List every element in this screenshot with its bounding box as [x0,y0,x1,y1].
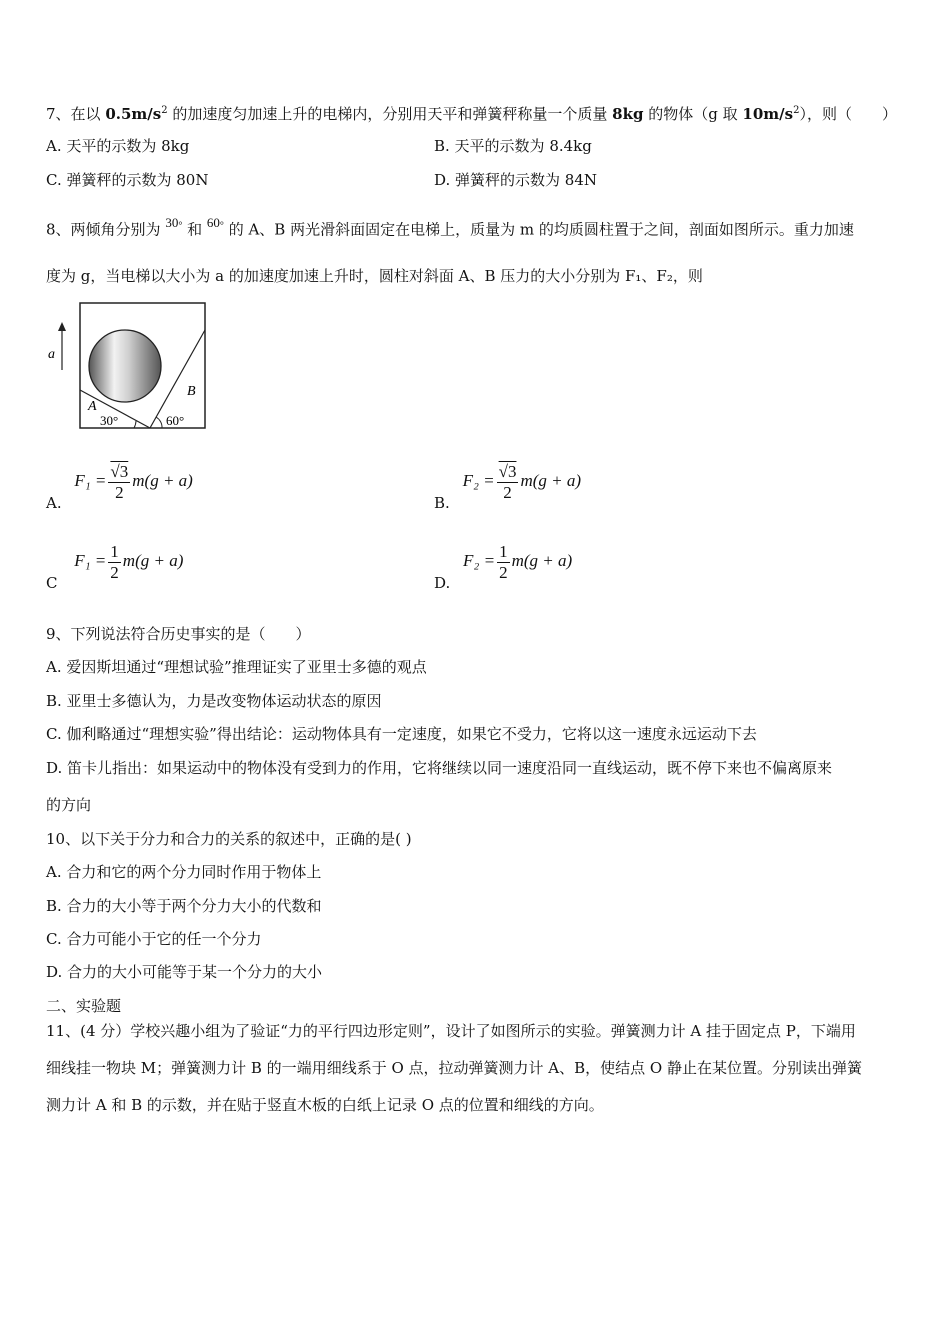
q8-option-d-letter: D. [434,574,451,593]
q8-c-lhs: F₁ = [74,551,107,571]
q8-angle2-deg: ° [219,220,224,231]
q8-option-b-letter: B. [434,494,450,513]
q11-line2: 细线挂一物块 M；弹簧测力计 B 的一端用细线系于 O 点，拉动弹簧测力计 A、B，使结点 O 静止在某位置。分别读出弹簧 [46,1059,862,1077]
q8-b-den: 2 [503,483,512,502]
q7-accel: 0.5m/s [105,105,162,123]
q8-a-frac [108,462,130,503]
q8-option-d-formula [463,542,573,582]
incline-b-label: B [187,384,196,399]
q10-option-b[interactable]: B. 合力的大小等于两个分力大小的代数和 [46,897,322,915]
q8-angle1-deg: ° [178,220,183,231]
q7-accel-sup: 2 [161,105,168,116]
q8-c-frac [108,542,121,583]
q7-stem-d: ），则（ ） [799,105,897,123]
q8-c-tail: m(g + a) [122,551,184,571]
q8-c-num: 1 [110,542,119,561]
q8-angle1-value: 30 [165,214,179,230]
q7-stem [46,101,897,124]
q8-c-den: 2 [110,563,119,582]
q7-g: 10m/s [742,105,794,123]
angle-arc-right [156,417,162,428]
q8-angle2 [206,214,224,239]
q9-stem: 9、下列说法符合历史事实的是（ ） [46,625,311,643]
q8-angle1 [165,214,183,239]
q8-option-b[interactable] [434,462,582,513]
q8-option-c[interactable] [46,542,184,593]
q8-angle2-value: 60 [206,214,220,230]
accel-arrow-head [58,322,66,331]
q7-option-b[interactable]: B. 天平的示数为 8.4kg [434,137,592,155]
incline-a-label: A [88,399,97,414]
q8-option-c-formula [74,542,184,582]
q8-d-den: 2 [499,563,508,582]
section-heading: 二、实验题 [46,997,122,1015]
q10-option-a[interactable]: A. 合力和它的两个分力同时作用于物体上 [46,863,322,881]
angle-right-label: 60° [166,413,185,428]
q7-stem-a: 7、在以 [46,105,106,123]
q8-option-b-formula [462,462,582,502]
q8-a-tail: m(g + a) [132,471,193,491]
q8-a-den: 2 [115,483,124,502]
q8-option-c-letter: C [46,574,58,593]
q9-option-d[interactable]: D. 笛卡儿指出：如果运动中的物体没有受到力的作用，它将继续以同一速度沿同一直线运动，既不停下来也不偏离原来 [46,759,833,777]
q7-stem-b: 的加速度匀加速上升的电梯内，分别用天平和弹簧秤称量一个质量 [167,105,613,123]
angle-left-label: 30° [100,413,119,428]
q8-prefix: 8、两倾角分别为 [46,220,161,239]
q8-d-tail: m(g + a) [511,551,573,571]
q8-option-a-letter: A. [46,494,62,513]
cylinder [89,330,161,402]
q8-option-a-formula [74,462,193,502]
q7-option-d[interactable]: D. 弹簧秤的示数为 84N [434,171,598,189]
q8-a-num: √3 [110,462,129,481]
q9-option-b[interactable]: B. 亚里士多德认为，力是改变物体运动状态的原因 [46,692,382,710]
q10-option-c[interactable]: C. 合力可能小于它的任一个分力 [46,930,262,948]
q8-option-d[interactable] [434,542,573,593]
q10-stem: 10、以下关于分力和合力的关系的叙述中，正确的是( ) [46,830,412,848]
q8-figure [42,300,212,434]
q8-a-lhs: F₁ = [74,471,107,491]
q8-b-frac [497,462,519,503]
q8-stem-line1 [46,216,854,241]
q7-stem-c: 的物体（g 取 [643,105,743,123]
q11-line3: 测力计 A 和 B 的示数，并在贴于竖直木板的白纸上记录 O 点的位置和细线的方向。 [46,1096,604,1114]
q7-option-c[interactable]: C. 弹簧秤的示数为 80N [46,171,209,189]
q7-g-sup: 2 [793,105,800,116]
angle-arc-left [134,421,136,428]
q8-stem-line2: 度为 g，当电梯以大小为 a 的加速度加速上升时，圆柱对斜面 A、B 压力的大小分别为 F₁、F₂，则 [46,267,703,285]
accel-label: a [48,347,55,362]
q8-b-tail: m(g + a) [520,471,582,491]
q10-option-d[interactable]: D. 合力的大小可能等于某一个分力的大小 [46,963,323,981]
q11-line1: 11、(4 分）学校兴趣小组为了验证“力的平行四边形定则”，设计了如图所示的实验。弹簧测力计 A 挂于固定点 P，下端用 [46,1022,856,1040]
q7-option-a[interactable]: A. 天平的示数为 8kg [46,137,190,155]
q8-d-lhs: F₂ = [463,551,496,571]
q9-option-c[interactable]: C. 伽利略通过“理想实验”得出结论：运动物体具有一定速度，如果它不受力，它将以这一速度永远运动下去 [46,725,757,743]
q9-option-a[interactable]: A. 爱因斯坦通过“理想试验”推理证实了亚里士多德的观点 [46,658,427,676]
q8-line1-rest: 的 A、B 两光滑斜面固定在电梯上，质量为 m 的均质圆柱置于之间，剖面如图所示。重力加速 [228,220,854,239]
q8-option-a[interactable] [46,462,193,513]
q9-option-d-cont[interactable]: 的方向 [46,796,92,814]
q8-d-frac [497,542,510,583]
q8-b-num: √3 [498,462,517,481]
q8-and: 和 [187,220,203,239]
q8-d-num: 1 [499,542,508,561]
q8-b-lhs: F₂ = [462,471,495,491]
q7-mass: 8kg [612,105,644,123]
